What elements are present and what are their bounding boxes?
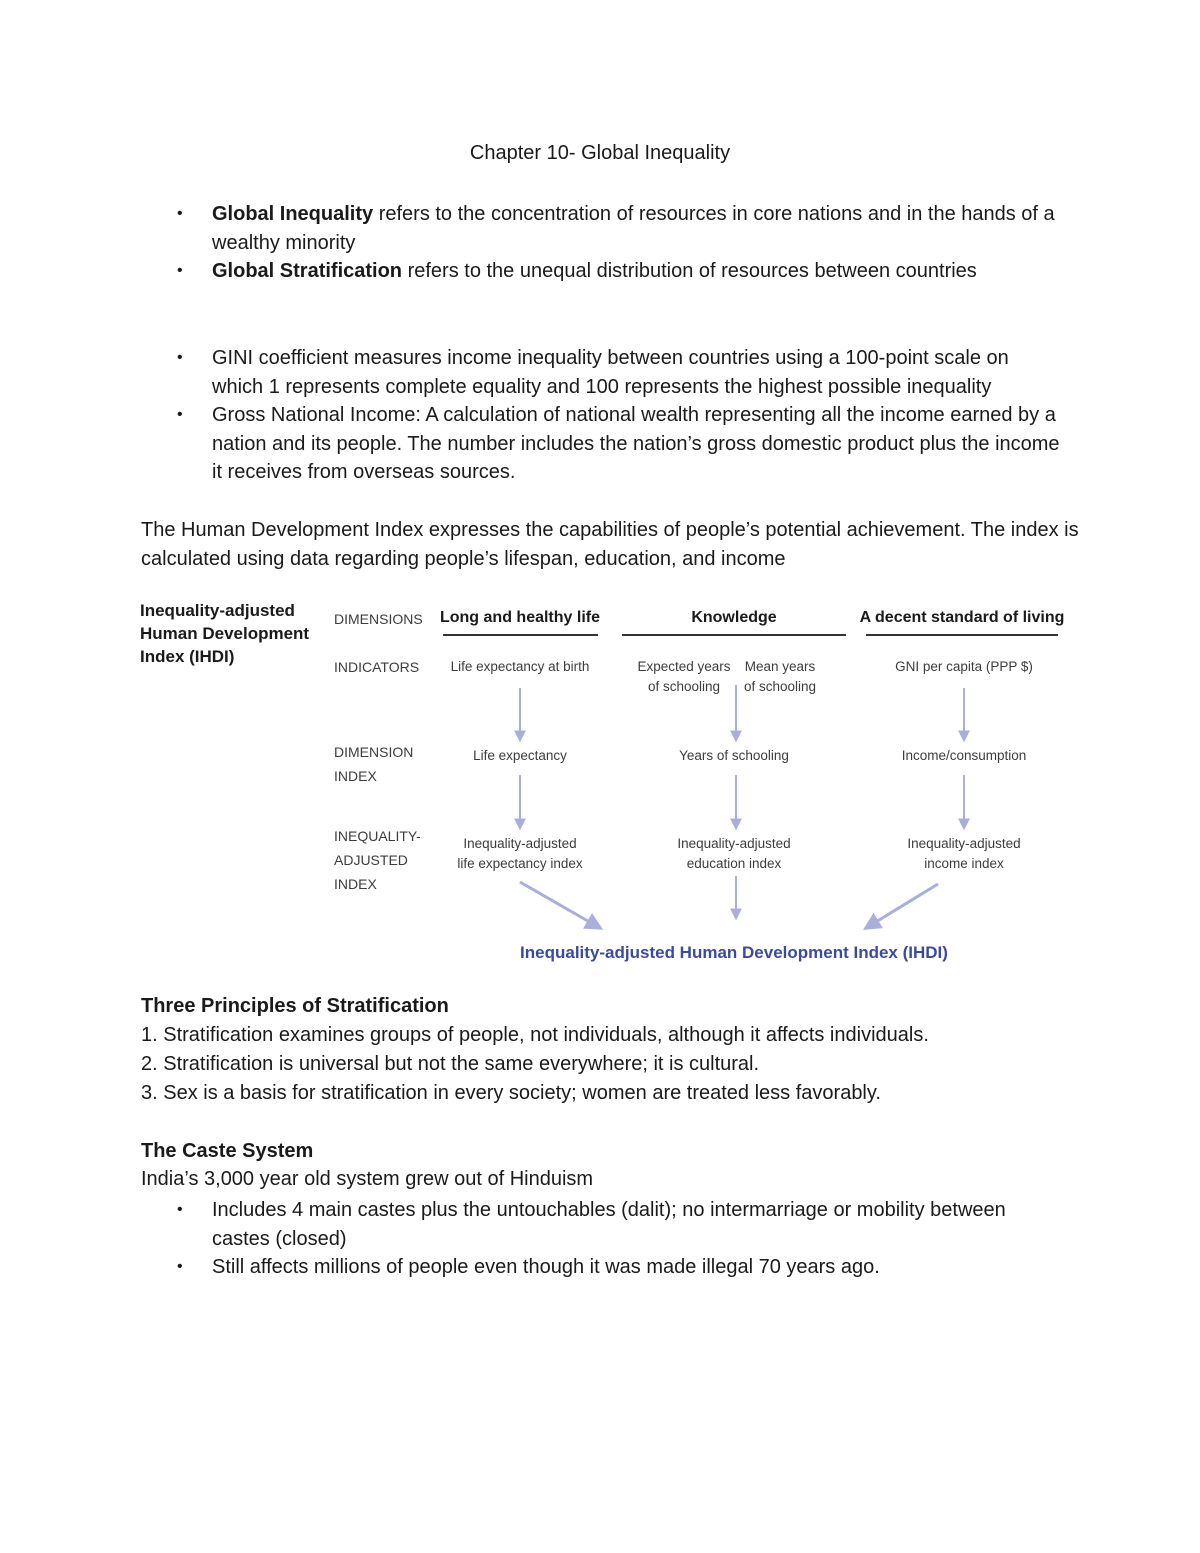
bullet-icon: • (177, 1201, 183, 1218)
dimension-living: A decent standard of living (859, 609, 1065, 626)
principles-heading: Three Principles of Stratification (141, 995, 449, 1017)
indicator-gni: GNI per capita (PPP $) (895, 659, 1033, 674)
arrow-diagonal-icon (520, 882, 600, 928)
row-label-ineq-index: INEQUALITY- (334, 828, 421, 844)
row-label-ineq-index: INDEX (334, 876, 377, 892)
diagram-title-line: Index (IHDI) (140, 647, 235, 666)
row-label-ineq-index: ADJUSTED (334, 852, 408, 868)
bullet-icon: • (177, 205, 183, 222)
term-global-stratification: Global Stratification (212, 260, 403, 282)
principle-item: 2. Stratification is universal but not the same everywhere; it is cultural. (141, 1053, 760, 1075)
row-label-indicators: INDICATORS (334, 659, 420, 675)
definition-text: refers to the unequal distribution of resources between countries (402, 260, 977, 282)
hdi-paragraph: The Human Development Index expresses the capabilities of people’s potential achievement. The index is calculated using data regarding people’s lifespan, education, and income (141, 519, 1079, 570)
caste-bullet-text: Includes 4 main castes plus the untouchables (dalit); no intermarriage or mobility between castes (closed) (212, 1199, 1006, 1250)
row-label-dimensions: DIMENSIONS (334, 611, 423, 627)
bullet-icon: • (177, 406, 183, 423)
diagram-title-line: Inequality-adjusted (140, 601, 295, 620)
bullet-icon: • (177, 1258, 183, 1275)
dim-index-health: Life expectancy (473, 748, 567, 763)
indicator-mean-years: of schooling (743, 679, 817, 694)
caste-list (177, 1196, 1032, 1282)
definition-text: refers to the concentration of resources in core nations and in the hands of a wealthy minority (212, 203, 1055, 254)
caste-bullet-text: Still affects millions of people even though it was made illegal 70 years ago. (212, 1256, 880, 1278)
diagram-title-line: Human Development (140, 624, 310, 643)
arrow-diagonal-icon (866, 884, 938, 928)
ihdi-result-label: Inequality-adjusted Human Development Index (IHDI) (520, 943, 948, 962)
indicator-health: Life expectancy at birth (450, 659, 590, 674)
bullet-icon: • (177, 262, 183, 279)
ineq-health: Inequality-adjusted (463, 836, 577, 851)
bullet-icon: • (177, 349, 183, 366)
indicator-expected-years: Expected years (637, 659, 731, 674)
caste-heading: The Caste System (141, 1140, 314, 1162)
caste-intro: India’s 3,000 year old system grew out of Hinduism (141, 1168, 594, 1190)
gni-text: Gross National Income: A calculation of national wealth representing all the income earned by a nation and its people. The number includes the nation’s gross domestic product plus the income it receives from overseas sources. (212, 404, 1060, 483)
principle-item: 1. Stratification examines groups of people, not individuals, although it affects individuals. (141, 1024, 929, 1046)
term-global-inequality: Global Inequality (212, 203, 374, 225)
indicator-mean-years: Mean years (744, 659, 816, 674)
page-title: Chapter 10- Global Inequality (469, 142, 731, 164)
ineq-health: life expectancy index (457, 856, 583, 871)
row-label-dimension-index: DIMENSION (334, 744, 414, 760)
list-item (177, 1196, 1032, 1253)
indicator-expected-years: of schooling (647, 679, 721, 694)
dimension-knowledge: Knowledge (691, 609, 777, 626)
ineq-knowledge: Inequality-adjusted (677, 836, 791, 851)
dim-index-living: Income/consumption (901, 748, 1027, 763)
ineq-living: income index (924, 856, 1004, 871)
principle-item: 3. Sex is a basis for stratification in every society; women are treated less favorably. (141, 1082, 881, 1104)
ineq-knowledge: education index (686, 856, 782, 871)
dimension-health: Long and healthy life (439, 609, 601, 626)
row-label-dimension-index: INDEX (334, 768, 377, 784)
gini-text: GINI coefficient measures income inequality between countries using a 100-point scale on which 1 represents complete equality and 100 represents the highest possible inequality (212, 347, 1009, 398)
list-item (177, 1253, 1032, 1282)
dim-index-knowledge: Years of schooling (679, 748, 789, 763)
ineq-living: Inequality-adjusted (907, 836, 1021, 851)
